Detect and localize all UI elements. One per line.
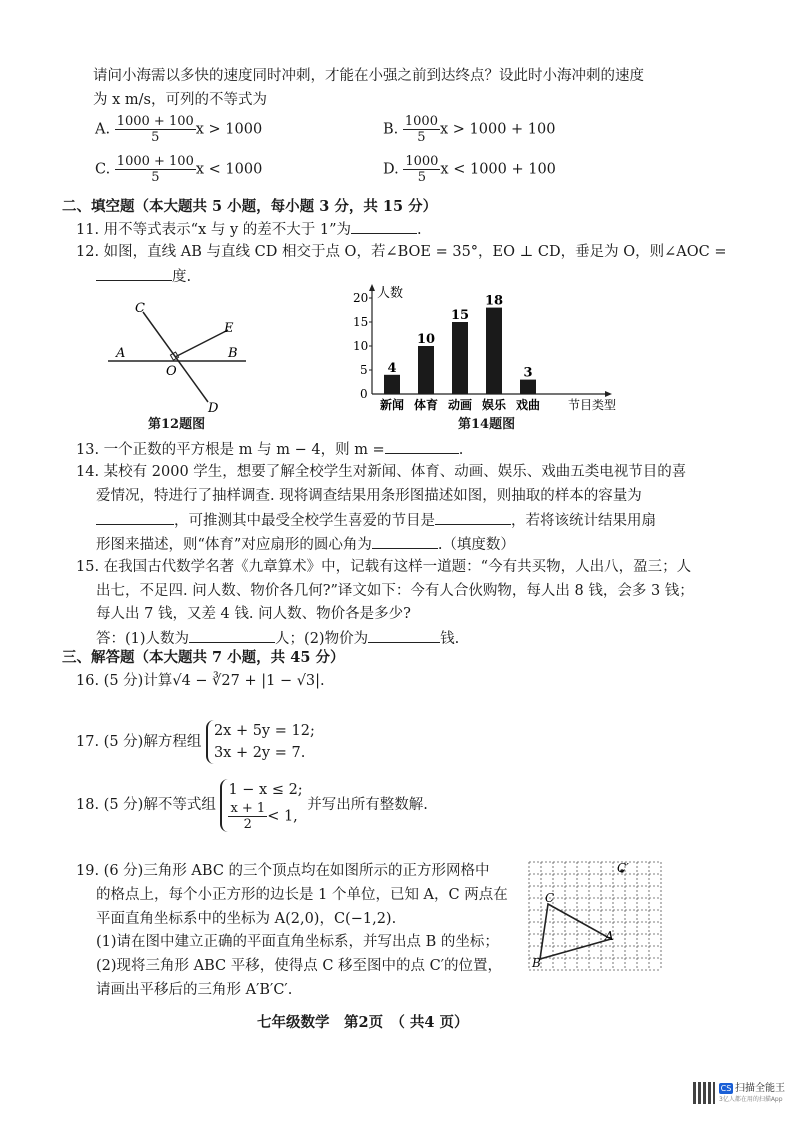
cs-badge: CS <box>720 1084 732 1093</box>
category-label: 体育 <box>413 398 439 412</box>
q18: 18. (5 分)解不等式组 1 − x ≤ 2; $\frac{x + 1}{2}$ < 1, 并写出所有整数解. <box>76 775 428 835</box>
q12-answer-blank[interactable] <box>96 266 172 281</box>
option-label: B. <box>383 121 399 138</box>
q12-line1: 12. 如图，直线 AB 与直线 CD 相交于点 O，若∠BOE = 35°，EO ⊥ CD，垂足为 O，则∠AOC = <box>76 244 727 260</box>
option-rest: x > 1000 + 100 <box>439 121 556 138</box>
q18-system <box>220 779 302 832</box>
q14-line1: 14. 某校有 2000 学生，想要了解全校学生对新闻、体育、动画、娱乐、戏曲五类电视节目的喜 <box>76 464 687 480</box>
q15-answer: 答：(1)人数为 人；(2)物价为 钱. <box>96 628 459 649</box>
grid-label-b: B <box>532 956 541 970</box>
label-o: O <box>166 364 177 379</box>
figure-12-caption: 第12题图 <box>148 417 206 432</box>
q10-line2: 为 x m/s，可列的不等式为 <box>93 92 267 108</box>
option-rest: x < 1000 <box>195 161 263 178</box>
q10-option-c[interactable] <box>95 154 262 185</box>
q16: 16. (5 分)计算√4 − ∛27 + |1 − √3|. <box>76 673 325 689</box>
q14-blank-sample[interactable] <box>96 510 174 525</box>
scanner-watermark <box>693 1080 785 1110</box>
q19-grid <box>527 860 665 972</box>
figure-14-chart <box>340 283 640 413</box>
q13: 13. 一个正数的平方根是 m 与 m − 4，则 m = . <box>76 439 463 460</box>
q17: 17. (5 分)解方程组 2x + 5y = 12; 3x + 2y = 7. <box>76 720 315 764</box>
q19-line1: 19. (6 分)三角形 ABC 的三个顶点均在如图所示的正方形网格中 <box>76 863 490 879</box>
q17-system <box>206 720 315 764</box>
scanner-sub: 3亿人都在用的扫描App <box>719 1096 783 1103</box>
option-rest: x > 1000 <box>195 121 263 138</box>
label-b: B <box>228 346 238 361</box>
q15-line1: 15. 在我国古代数学名著《九章算术》中，记载有这样一道题：“今有共买物，人出八，盈三；人 <box>76 559 692 575</box>
y-tick-label: 20 <box>353 291 369 305</box>
grid-label-a: A <box>605 929 614 943</box>
q10-line1: 请问小海需以多快的速度同时冲刺，才能在小强之前到达终点？设此时小海冲刺的速度 <box>93 68 644 84</box>
q11-text: 11. 用不等式表示“x 与 y 的差不大于 1”为 <box>76 222 352 238</box>
option-label: C. <box>95 161 111 178</box>
label-c: C <box>135 301 145 316</box>
q11-answer-blank[interactable] <box>351 219 417 234</box>
grid-label-c: C <box>545 891 555 905</box>
y-tick-label: 5 <box>360 363 368 377</box>
q14-line2: 爱情况，特进行了抽样调查. 现将调查结果用条形图描述如图，则抽取的样本的容量为 <box>96 488 642 504</box>
section2-heading: 二、填空题（本大题共 5 小题，每小题 3 分，共 15 分） <box>62 198 438 215</box>
figure-14-caption: 第14题图 <box>458 417 516 432</box>
q17-eq1: 2x + 5y = 12; <box>213 723 315 739</box>
label-d: D <box>208 401 219 416</box>
triangle-abc <box>540 904 611 959</box>
bar-1 <box>384 375 400 394</box>
q18-eq2: $\frac{x + 1}{2}$ < 1, <box>230 800 298 832</box>
category-label: 戏曲 <box>515 398 541 412</box>
y-tick-label: 10 <box>353 339 369 353</box>
q19-line3: 平面直角坐标系中的坐标为 A(2,0)，C(−1,2). <box>96 911 397 927</box>
bar-value-label: 4 <box>387 360 397 376</box>
scanner-brand: 扫描全能王 <box>735 1083 785 1094</box>
q19-line6: 请画出平移后的三角形 A′B′C′. <box>96 982 293 998</box>
label-e: E <box>224 321 234 336</box>
label-a: A <box>116 346 126 361</box>
q10-option-b[interactable] <box>383 114 555 145</box>
bar-value-label: 10 <box>416 332 436 347</box>
option-label: A. <box>95 121 111 138</box>
category-label: 新闻 <box>379 398 405 412</box>
q15-line2: 出七，不足四. 问人数、物价各几何?”译文如下：今有人合伙购物，每人出 8 钱，会多 3 钱； <box>96 583 694 599</box>
y-axis-arrow <box>369 284 375 291</box>
q10-option-d[interactable] <box>383 154 556 185</box>
q14-blank-angle[interactable] <box>372 534 438 549</box>
section3-heading: 三、解答题（本大题共 7 小题，共 45 分） <box>62 649 345 666</box>
bar-value-label: 3 <box>523 365 533 381</box>
y-axis-title: 人数 <box>377 286 404 301</box>
fraction: $\frac{1000}{5}$ <box>404 114 438 145</box>
q18-eq1: 1 − x ≤ 2; <box>228 781 303 798</box>
q12-line2: 度. <box>96 266 191 287</box>
bar-5 <box>520 380 536 394</box>
bar-2 <box>418 346 434 394</box>
fraction: $\frac{1000 + 100}{5}$ <box>116 154 194 185</box>
x-axis-arrow <box>605 391 612 397</box>
q19-line5: (2)现将三角形 ABC 平移，使得点 C 移至图中的点 C′的位置， <box>96 958 503 974</box>
category-label: 动画 <box>447 398 473 412</box>
y-tick-label: 15 <box>353 315 369 329</box>
bar-value-label: 15 <box>450 308 470 323</box>
q19-line4: (1)请在图中建立正确的平面直角坐标系，并写出点 B 的坐标； <box>96 934 499 950</box>
q10-option-a[interactable] <box>95 114 262 145</box>
bar-3 <box>452 322 468 394</box>
option-label: D. <box>383 161 399 178</box>
q17-eq2: 3x + 2y = 7. <box>213 745 306 761</box>
q14-blank-program[interactable] <box>435 510 511 525</box>
option-rest: x < 1000 + 100 <box>440 161 556 178</box>
fraction: $\frac{1000 + 100}{5}$ <box>116 114 194 145</box>
qr-code-icon <box>693 1082 715 1104</box>
figure-12 <box>108 300 268 430</box>
bar-value-label: 18 <box>484 293 504 309</box>
fraction: $\frac{1000}{5}$ <box>405 154 439 185</box>
q14-line3: ，可推测其中最受全校学生喜爱的节目是 ，若将该统计结果用扇 <box>96 510 656 531</box>
grid-label-c-prime: C′ <box>617 861 629 875</box>
bar-4 <box>486 308 502 394</box>
ray-oe <box>175 330 228 357</box>
y-tick-label: 0 <box>360 387 368 401</box>
q15-blank-price[interactable] <box>368 628 440 643</box>
category-label: 娱乐 <box>481 398 507 412</box>
q14-line4: 形图来描述，则“体育”对应扇形的圆心角为 .（填度数） <box>96 534 515 555</box>
q15-blank-people[interactable] <box>189 628 275 643</box>
q13-text: 13. 一个正数的平方根是 m 与 m − 4，则 m = <box>76 442 385 458</box>
q11: 11. 用不等式表示“x 与 y 的差不大于 1”为 . <box>76 219 422 240</box>
q15-line3: 每人出 7 钱，又差 4 钱. 问人数、物价各是多少? <box>96 606 411 622</box>
x-axis-title: 节目类型 <box>568 398 617 412</box>
q19-line2: 的格点上，每个小正方形的边长是 1 个单位，已知 A，C 两点在 <box>96 887 508 903</box>
q16-expression: √4 − ∛27 + |1 − √3|. <box>172 673 325 689</box>
page-footer: 七年级数学 第2页 （ 共4 页） <box>257 1014 469 1031</box>
q13-answer-blank[interactable] <box>385 439 459 454</box>
